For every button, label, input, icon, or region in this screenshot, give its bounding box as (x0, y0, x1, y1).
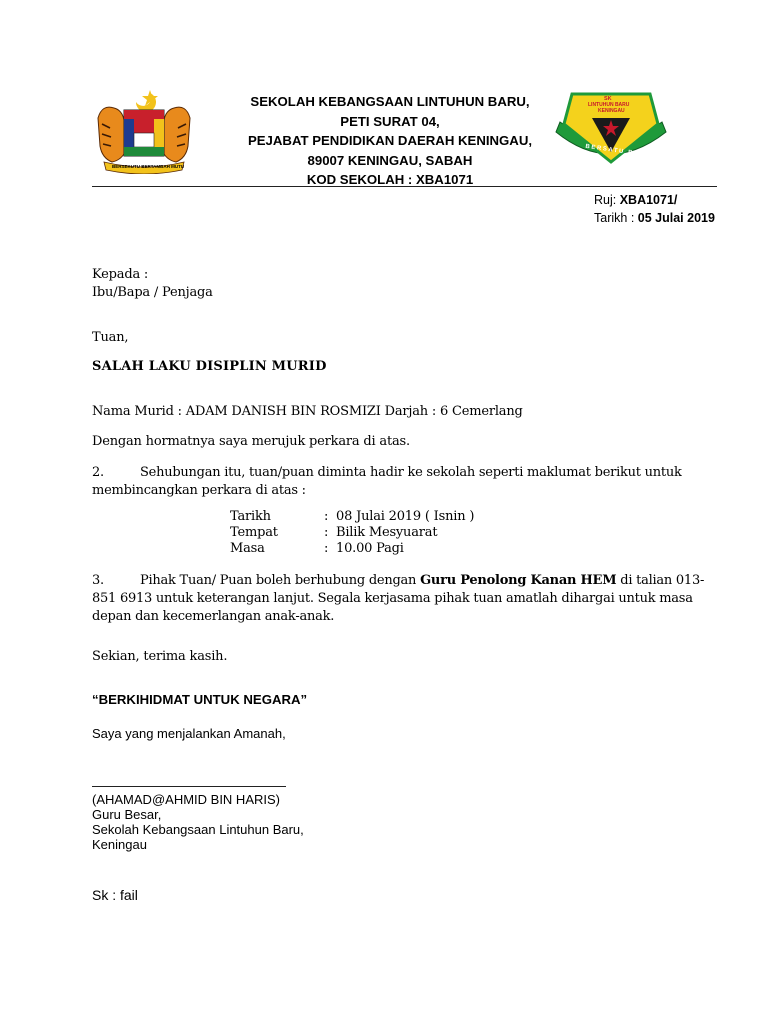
ruj-line (594, 191, 715, 209)
school-logo-text-1: SK (604, 96, 612, 102)
school-header (200, 92, 580, 190)
header-line-3: PEJABAT PENDIDIKAN DAERAH KENINGAU, (247, 133, 533, 148)
detail-label: Tempat (230, 525, 278, 540)
trust-line: Saya yang menjalankan Amanah, (92, 726, 286, 741)
signature-line (92, 786, 286, 787)
header-line-5: KOD SEKOLAH : XBA1071 (306, 172, 474, 187)
paragraph-3 (92, 572, 720, 626)
signatory-school: Sekolah Kebangsaan Lintuhun Baru, (92, 822, 304, 837)
recipient-name: Ibu/Bapa / Penjaga (92, 285, 213, 300)
crest-caption: BERSEKUTU BERTAMBAH MUTU (112, 164, 185, 169)
motto: “BERKIHIDMAT UNTUK NEGARA” (92, 692, 308, 707)
school-logo-text-2: LINTUHUN BARU (588, 102, 630, 108)
cc-line: Sk : fail (92, 887, 138, 903)
recipient-label: Kepada : (92, 267, 149, 282)
detail-value: 10.00 Pagi (336, 541, 404, 556)
closing-line: Sekian, terima kasih. (92, 649, 228, 664)
paragraph-3-text-before: Pihak Tuan/ Puan boleh berhubung dengan (140, 573, 421, 588)
ruj-label: Ruj: (594, 193, 617, 207)
paragraph-2-number: 2. (92, 465, 104, 480)
national-crest-logo (90, 88, 198, 174)
school-logo-motto: BERSATU BERUSAHA (585, 143, 675, 163)
tarikh-label: Tarikh : (594, 211, 635, 225)
paragraph-2 (92, 464, 720, 500)
detail-value: Bilik Mesyuarat (336, 525, 438, 540)
detail-separator: : (324, 525, 329, 540)
intro-paragraph: Dengan hormatnya saya merujuk perkara di atas. (92, 434, 410, 449)
paragraph-3-number: 3. (92, 573, 104, 588)
detail-value: 08 Julai 2019 ( Isnin ) (336, 509, 475, 524)
ruj-value: XBA1071/ (619, 193, 678, 207)
detail-separator: : (324, 541, 329, 556)
paragraph-2-text: Sehubungan itu, tuan/puan diminta hadir ke sekolah seperti maklumat berikut untuk membincangkan perkara di atas : (92, 465, 682, 498)
paragraph-3-text-after: di talian 013-851 6913 untuk keterangan lanjut. Segala kerjasama pihak tuan amatlah dihargai untuk masa depan dan kecemerlangan anak-anak. (92, 573, 705, 624)
header-divider (92, 186, 717, 187)
detail-row-time (230, 541, 404, 557)
header-line-4: 89007 KENINGAU, SABAH (307, 152, 473, 168)
signatory-position: Guru Besar, (92, 807, 162, 822)
header-line-2: PETI SURAT 04, (340, 113, 440, 129)
tarikh-value: 05 Julai 2019 (637, 211, 715, 225)
tarikh-line (594, 209, 715, 227)
student-line: Nama Murid : ADAM DANISH BIN ROSMIZI Darjah : 6 Cemerlang (92, 404, 523, 419)
detail-row-place (230, 525, 437, 541)
letter-subject: SALAH LAKU DISIPLIN MURID (92, 359, 327, 374)
signatory-town: Keningau (92, 837, 147, 852)
school-logo-text-3: KENINGAU (598, 108, 625, 114)
detail-row-date (230, 509, 474, 525)
salutation: Tuan, (92, 330, 129, 345)
detail-separator: : (324, 509, 329, 524)
reference-block (594, 191, 715, 227)
paragraph-3-bold: Guru Penolong Kanan HEM (420, 573, 617, 588)
detail-label: Tarikh (230, 509, 271, 524)
signatory-name: (AHAMAD@AHMID BIN HARIS) (92, 792, 280, 807)
header-line-1: SEKOLAH KEBANGSAAN LINTUHUN BARU, (250, 94, 530, 109)
detail-label: Masa (230, 541, 265, 556)
